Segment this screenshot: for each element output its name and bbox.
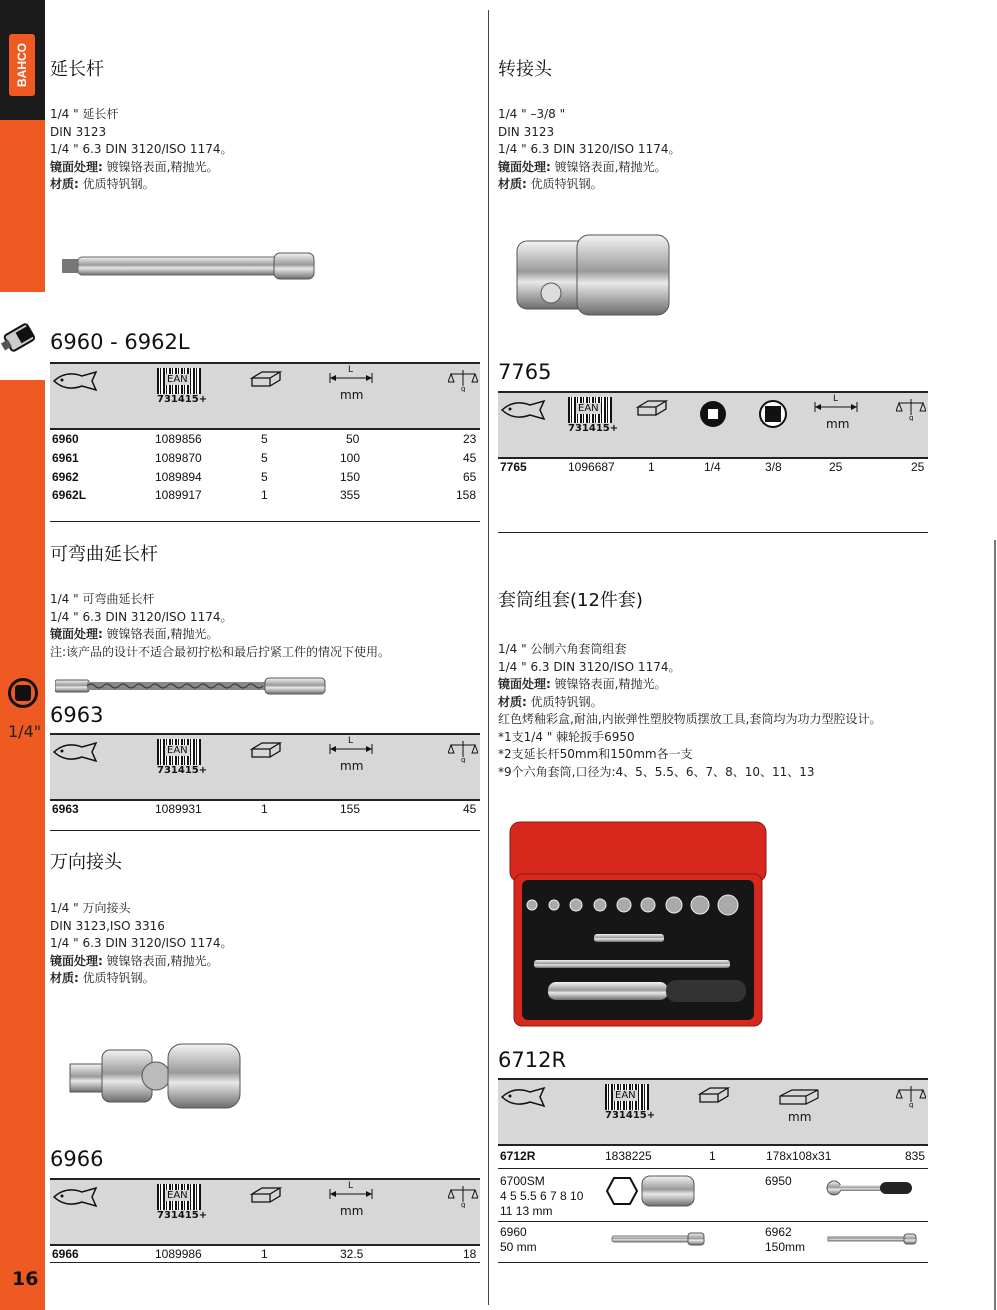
section-title-adapter: 转接头	[498, 59, 552, 80]
svg-text:g: g	[461, 756, 466, 763]
product-code-6960: 6960 - 6962L	[50, 330, 190, 354]
spec-header-6963: EAN 731415+ L mm g	[50, 733, 480, 801]
drive-size-icon	[8, 678, 38, 708]
weight-scale-icon	[896, 1084, 926, 1108]
drive-size-label: 1/4"	[8, 722, 42, 741]
fish-icon	[500, 1086, 546, 1108]
product-code-6966: 6966	[50, 1147, 104, 1171]
female-square-drive-icon	[698, 399, 728, 429]
extension-150-image	[826, 1233, 918, 1245]
brand-block	[0, 0, 45, 120]
section-title-universal: 万向接头	[50, 852, 122, 873]
table-row-divider	[498, 1168, 928, 1169]
section-divider	[50, 1262, 480, 1263]
sidebar	[0, 0, 45, 1310]
product-code-6712R: 6712R	[498, 1048, 567, 1072]
section-desc-extension: 1/4 " 延长杆 DIN 3123 1/4 " 6.3 DIN 3120/ISO 1174。 镜面处理: 镀镍铬表面,精抛光。 材质: 优质特钒钢。	[50, 107, 233, 191]
ratchet-image	[826, 1178, 914, 1198]
package-icon	[248, 368, 282, 390]
ean-barcode-icon: EAN	[157, 368, 201, 394]
section-divider	[50, 830, 480, 831]
socket-icon	[0, 292, 45, 380]
length-unit: mm	[340, 1204, 364, 1218]
section-desc-flexible: 1/4 " 可弯曲延长杆 1/4 " 6.3 DIN 3120/ISO 1174。 镜面处理: 镀镍铬表面,精抛光。 注:该产品的设计不适合最初拧松和最后拧紧工件的情况下使用。	[50, 592, 391, 659]
package-icon	[696, 1084, 730, 1106]
table-row-divider	[498, 1262, 928, 1263]
section-title-extension: 延长杆	[50, 59, 104, 80]
ean-prefix: 731415+	[568, 423, 619, 434]
spec-header-6960: EAN 731415+ L mm g	[50, 362, 480, 430]
socket-image	[640, 1174, 696, 1208]
svg-text:g: g	[461, 1201, 466, 1208]
bahco-logo: BAHCO	[9, 34, 35, 96]
box-dimensions-icon	[776, 1084, 822, 1108]
male-square-drive-icon	[758, 399, 788, 429]
package-icon	[634, 397, 668, 419]
length-unit: mm	[340, 759, 364, 773]
contents-row-2: 6960 50 mm 6962 150mm	[498, 1225, 928, 1261]
adapter-image	[515, 233, 675, 317]
package-icon	[248, 1184, 282, 1206]
page-edge-line	[994, 540, 996, 1310]
ean-barcode-icon: EAN	[157, 1184, 201, 1210]
ean-prefix: 731415+	[157, 765, 208, 776]
extension-bar-image	[62, 250, 322, 282]
fish-icon	[52, 741, 98, 763]
section-desc-adapter: 1/4 " –3/8 " DIN 3123 1/4 " 6.3 DIN 3120/ISO 1174。 镜面处理: 镀镍铬表面,精抛光。 材质: 优质特钒钢。	[498, 107, 681, 191]
length-unit: mm	[826, 417, 850, 431]
ean-prefix: 731415+	[157, 394, 208, 405]
weight-scale-icon	[448, 368, 478, 392]
flexible-bar-image	[55, 674, 330, 698]
spec-header-6966: EAN 731415+ L mm g	[50, 1178, 480, 1246]
ean-barcode-icon: EAN	[157, 739, 201, 765]
package-icon	[248, 739, 282, 761]
hex-socket-icon	[606, 1176, 638, 1206]
section-divider	[50, 521, 480, 522]
section-divider	[498, 532, 928, 533]
dimension-unit: mm	[788, 1110, 812, 1124]
ean-barcode-icon: EAN	[605, 1084, 649, 1110]
column-divider	[488, 10, 489, 1305]
svg-text:g: g	[909, 414, 914, 421]
section-title-flexible: 可弯曲延长杆	[50, 544, 158, 565]
fish-icon	[500, 399, 546, 421]
section-desc-socket-set: 1/4 " 公制六角套筒组套 1/4 " 6.3 DIN 3120/ISO 1174。 镜面处理: 镀镍铬表面,精抛光。 材质: 优质特钒钢。 红色烤釉彩盒,耐油,内嵌弹性塑胶物质摆放工具,套筒均为功力型腔设计。 *1支1/4 " 棘轮扳手6950 *2支延长杆50mm和150mm各一支 *9个六角套筒,口径为:4、5、5.5、6、7、8、10、11、13	[498, 642, 882, 779]
spec-header-7765: EAN 731415+ L mm g	[498, 391, 928, 459]
section-desc-universal: 1/4 " 万向接头 DIN 3123,ISO 3316 1/4 " 6.3 DIN 3120/ISO 1174。 镜面处理: 镀镍铬表面,精抛光。 材质: 优质特钒钢。	[50, 901, 233, 985]
product-code-6963: 6963	[50, 703, 104, 727]
svg-text:g: g	[909, 1101, 914, 1108]
weight-scale-icon	[448, 739, 478, 763]
extension-50-image	[610, 1231, 706, 1247]
svg-text:g: g	[461, 385, 466, 392]
spec-header-6712R	[498, 1078, 928, 1146]
ean-prefix: 731415+	[157, 1210, 208, 1221]
weight-scale-icon	[448, 1184, 478, 1208]
page-number: 16	[12, 1268, 39, 1290]
product-code-7765: 7765	[498, 360, 552, 384]
ean-barcode-icon: EAN	[568, 397, 612, 423]
ean-prefix: 731415+	[605, 1110, 656, 1121]
socket-set-case-image	[508, 820, 768, 1030]
contents-row-1: 6700SM 4 5 5.5 6 7 8 10 11 13 mm 6950	[498, 1174, 928, 1220]
universal-joint-image	[68, 1028, 248, 1118]
fish-icon	[52, 1186, 98, 1208]
weight-scale-icon	[896, 397, 926, 421]
fish-icon	[52, 370, 98, 392]
table-row-divider	[498, 1221, 928, 1222]
section-title-socket-set: 套筒组套(12件套)	[498, 590, 643, 611]
length-unit: mm	[340, 388, 364, 402]
